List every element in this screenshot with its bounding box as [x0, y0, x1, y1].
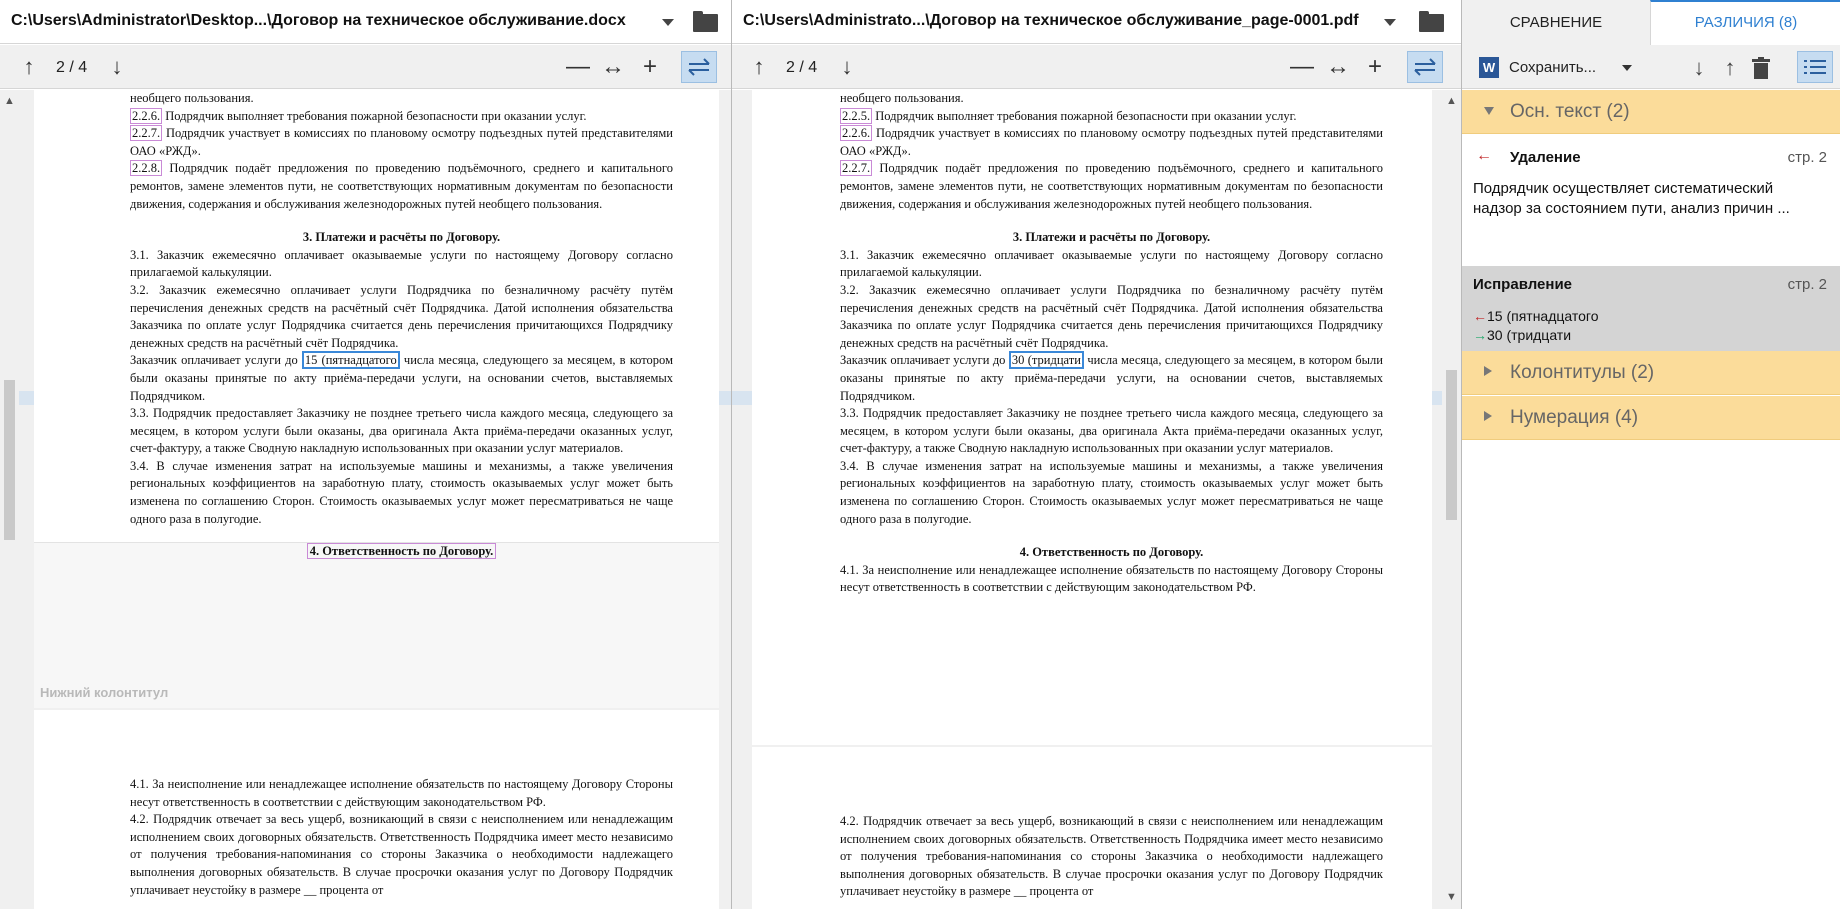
numbering-change-box[interactable]: 2.2.6. [132, 108, 161, 123]
left-page-3 [34, 710, 719, 909]
text-change-box[interactable]: 30 (тридцати [1009, 351, 1084, 369]
left-open-folder-icon[interactable] [693, 11, 718, 32]
right-scrollbar[interactable] [1442, 90, 1461, 909]
left-path-bar [0, 0, 731, 44]
group-label: Нумерация (4) [1510, 407, 1639, 428]
sync-scroll-icon [686, 56, 712, 78]
right-path-dropdown-icon[interactable] [1383, 13, 1397, 31]
section-3-heading: 3. Платежи и расчёты по Договору. [302, 230, 501, 245]
paragraph-2-2-6 [840, 125, 1383, 160]
right-document-pane [731, 0, 1461, 909]
group-numbering[interactable] [1462, 396, 1840, 440]
paragraph-3-3: 3.3. Подрядчик предоставляет Заказчику не позднее третьего числа каждого месяца, следующего за месяцем, в котором услуги были оказаны, два оригинала Акта приёма-передачи оказанных услуг, счет-фактуру, а также Сводную накладную использованных при оказании услуг материалов. [840, 406, 1383, 456]
difference-text: Подрядчик осуществляет систематический надзор за состоянием пути, анализ причин ... [1473, 180, 1790, 217]
numbering-change-box[interactable]: 2.2.7. [842, 161, 871, 176]
deletion-arrow-icon: ← [1473, 308, 1487, 324]
new-value-text: 30 (тридцати [1487, 327, 1572, 343]
left-prev-page-icon[interactable]: ↑ [23, 54, 35, 79]
left-zoom-in-icon[interactable]: + [642, 53, 657, 80]
numbering-change-box[interactable]: 2.2.5. [842, 108, 871, 123]
left-path-dropdown-icon[interactable] [661, 13, 675, 31]
left-file-path[interactable]: C:\Users\Administrator\Desktop...\Договор на техническое обслуживание.docx [11, 12, 626, 29]
difference-page: стр. 2 [1787, 149, 1827, 166]
panel-tabs [1462, 0, 1840, 45]
group-label: Колонтитулы (2) [1510, 362, 1655, 383]
left-nav-toolbar [0, 45, 731, 89]
old-value [1473, 308, 1599, 324]
group-headers-footers[interactable] [1462, 351, 1840, 395]
left-footer-zone [34, 542, 719, 708]
difference-type: Исправление [1473, 276, 1573, 293]
differences-panel [1461, 0, 1840, 909]
tab-comparison[interactable]: СРАВНЕНИЕ [1462, 0, 1650, 45]
paragraph-2-2-7 [840, 160, 1383, 213]
paragraph-4-2: 4.2. Подрядчик отвечает за весь ущерб, возникающий в связи с неисполнением или ненадлежащим исполнением своих договорных обязательств. Ответственность Подрядчика имеет место независимо от получения требования-напоминания со стороны Заказчика о необходимости надлежащего выполнения договорных обязательств. В случае просрочки оказания услуг по Договору Подрядчик уплачивает неустойку в размере __ процента от [840, 814, 1383, 899]
left-page-text [130, 90, 673, 528]
paragraph-text: Подрядчик подаёт предложения по проведению подъёмочного, среднего и капитального ремонтов, замене элементов пути, не соответствующих нормативным документам по безопасности движения, содержания и обслуживания железнодорожных путей необщего пользования. [840, 161, 1383, 211]
paragraph-4-2: 4.2. Подрядчик отвечает за весь ущерб, возникающий в связи с неисполнением или ненадлежащим исполнением своих договорных обязательств. Ответственность Подрядчика имеет место независимо от получения требования-напоминания со стороны Заказчика о необходимости надлежащего выполнения договорных обязательств. В случае просрочки оказания услуг по Договору Подрядчик уплачивает неустойку в размере __ процента от [130, 812, 673, 897]
sync-scroll-icon [1412, 56, 1438, 78]
word-icon[interactable]: W [1479, 57, 1499, 78]
paragraph-text: Заказчик оплачивает услуги до [840, 353, 1009, 368]
save-report-button[interactable]: Сохранить... [1509, 59, 1597, 76]
numbering-change-box[interactable]: 2.2.6. [842, 126, 871, 141]
previous-difference-icon[interactable]: ↑ [1724, 55, 1736, 80]
right-page-3-text [840, 813, 1383, 901]
payment-term-paragraph [130, 352, 673, 405]
delete-icon[interactable] [1752, 57, 1770, 79]
right-fit-width-icon[interactable]: ↔ [1326, 53, 1350, 80]
text-line: необщего пользования. [130, 91, 254, 105]
paragraph-text: Подрядчик подаёт предложения по проведению подъёмочного, среднего и капитального ремонтов, замене элементов пути, не соответствующих нормативным документам по безопасности движения, содержания и обслуживания железнодорожных путей необщего пользования. [130, 161, 673, 211]
section-3-heading: 3. Платежи и расчёты по Договору. [1012, 230, 1211, 245]
paragraph-3-4: 3.4. В случае изменения затрат на используемые машины и механизмы, а также увеличения региональных коэффициентов на заработную плату, стоимость оказываемых услуг может быть изменена по соглашению Сторон. Стоимость оказываемых услуг может пересматриваться не чаще одного раза в полугодие. [130, 458, 673, 526]
next-difference-icon[interactable]: ↓ [1693, 55, 1705, 80]
right-page-3 [752, 747, 1432, 909]
right-page-2 [752, 90, 1432, 745]
footer-label: Нижний колонтитул [40, 685, 169, 700]
expanded-triangle-icon [1484, 107, 1494, 115]
right-zoom-out-icon[interactable]: — [1290, 53, 1314, 80]
payment-term-paragraph [840, 352, 1383, 405]
paragraph-text: числа месяца, следующего за месяцем, в котором были оказаны принятые по акту приёма-передачи услуги, на основании счетов, выставляемых Подрядчиком. [840, 353, 1383, 403]
difference-page: стр. 2 [1787, 276, 1827, 293]
right-page-indicator: 2 / 4 [786, 59, 818, 76]
scroll-up-icon[interactable]: ▲ [1446, 95, 1457, 107]
paragraph-text: Подрядчик выполняет требования пожарной безопасности при оказании услуг. [872, 108, 1297, 123]
left-next-page-icon[interactable]: ↓ [111, 54, 123, 79]
collapsed-triangle-icon [1484, 411, 1492, 421]
list-view-toggle[interactable] [1797, 51, 1833, 83]
paragraph-text: числа месяца, следующего за месяцем, в котором были оказаны принятые по акту приёма-передачи услуги, на основании счетов, выставляемых Подрядчиком. [130, 353, 673, 403]
difference-item-correction[interactable] [1462, 266, 1840, 351]
paragraph-3-3: 3.3. Подрядчик предоставляет Заказчику не позднее третьего числа каждого месяца, следующего за месяцем, в котором услуги были оказаны, два оригинала Акта приёма-передачи оказанных услуг, счет-фактуру, а также Сводную накладную использованных при оказании услуг материалов. [130, 406, 673, 456]
scroll-up-icon[interactable]: ▲ [4, 95, 15, 107]
group-label: Осн. текст (2) [1510, 101, 1630, 122]
left-outer-scroll-thumb[interactable] [4, 380, 15, 540]
insertion-arrow-icon: → [1473, 327, 1487, 343]
right-document-view[interactable] [732, 90, 1461, 909]
right-open-folder-icon[interactable] [1419, 11, 1444, 32]
right-path-bar [732, 0, 1461, 44]
collapsed-triangle-icon [1484, 366, 1492, 376]
paragraph-text: Подрядчик участвует в комиссиях по плановому осмотру подъездных путей представителями ОАО «РЖД». [130, 126, 673, 158]
right-nav-toolbar [732, 45, 1461, 89]
right-page-text [840, 90, 1383, 597]
paragraph-text: Заказчик оплачивает услуги до [130, 353, 302, 368]
paragraph-4-1: 4.1. За неисполнение или ненадлежащее исполнение обязательств по настоящему Договору Стороны несут ответственность в соответствии с действующим законодательством РФ. [840, 562, 1383, 595]
paragraph-text: Подрядчик участвует в комиссиях по плановому осмотру подъездных путей представителями ОАО «РЖД». [840, 126, 1383, 158]
right-zoom-in-icon[interactable]: + [1367, 53, 1382, 80]
left-outer-scrollbar[interactable] [0, 90, 19, 909]
right-sync-scroll-button[interactable] [1407, 51, 1443, 83]
paragraph-3-2: 3.2. Заказчик ежемесячно оплачивает услуги Подрядчика по безналичному расчёту путём перечисления денежных средств на расчётный счёт Подрядчика. Датой исполнения обязательства Заказчика по оплате услуг Подрядчика считается день перечисления причитающихся Подрядчику денежных средств на расчётный счёт Подрядчика. [130, 282, 673, 350]
deletion-arrow-icon: ← [1476, 147, 1492, 164]
right-file-path[interactable]: C:\Users\Administrato...\Договор на техническое обслуживание_page-0001.pdf [743, 12, 1359, 29]
left-page-2 [34, 90, 719, 708]
numbering-change-box[interactable]: 2.2.8. [132, 161, 161, 176]
left-zoom-out-icon[interactable]: — [566, 53, 590, 80]
section-4-heading[interactable]: 4. Ответственность по Договору. [307, 543, 497, 559]
right-next-page-icon[interactable]: ↓ [841, 54, 853, 79]
difference-item-deletion[interactable] [1462, 135, 1840, 266]
left-document-view[interactable] [0, 90, 731, 909]
paragraph-4-1: 4.1. За неисполнение или ненадлежащее исполнение обязательств по настоящему Договору Стороны несут ответственность в соответствии с действующим законодательством РФ. [130, 777, 673, 809]
left-document-pane [0, 0, 731, 909]
section-4-heading: 4. Ответственность по Договору. [1019, 545, 1204, 560]
paragraph-text: Подрядчик выполняет требования пожарной безопасности при оказании услуг. [162, 108, 587, 123]
paragraph-3-1: 3.1. Заказчик ежемесячно оплачивает оказываемые услуги по настоящему Договору согласно прилагаемой калькуляции. [840, 247, 1383, 280]
paragraph-3-1: 3.1. Заказчик ежемесячно оплачивает оказываемые услуги по настоящему Договору согласно прилагаемой калькуляции. [130, 247, 673, 280]
paragraph-2-2-5 [840, 108, 1383, 126]
text-line: необщего пользования. [840, 91, 964, 105]
paragraph-2-2-7 [130, 125, 673, 160]
save-dropdown-icon[interactable] [1622, 65, 1632, 71]
right-prev-page-icon[interactable]: ↑ [753, 54, 765, 79]
numbering-change-box[interactable]: 2.2.7. [132, 126, 161, 141]
tab-differences[interactable]: РАЗЛИЧИЯ (8) [1650, 0, 1840, 45]
paragraph-2-2-8 [130, 160, 673, 213]
left-page-indicator: 2 / 4 [56, 59, 88, 76]
left-page-3-text [130, 776, 673, 899]
text-change-box[interactable]: 15 (пятнадцатого [302, 351, 400, 369]
paragraph-2-2-6 [130, 108, 673, 126]
left-sync-scroll-button[interactable] [681, 51, 717, 83]
group-main-text[interactable] [1462, 90, 1840, 134]
paragraph-3-2: 3.2. Заказчик ежемесячно оплачивает услуги Подрядчика по безналичному расчёту путём перечисления денежных средств на расчётный счёт Подрядчика. Датой исполнения обязательства Заказчика по оплате услуг Подрядчика считается день перечисления причитающихся Подрядчику денежных средств на расчётный счёт Подрядчика. [840, 282, 1383, 350]
differences-toolbar [1462, 45, 1840, 89]
left-fit-width-icon[interactable]: ↔ [601, 53, 625, 80]
paragraph-3-4: 3.4. В случае изменения затрат на используемые машины и механизмы, а также увеличения региональных коэффициентов на заработную плату, стоимость оказываемых услуг может быть изменена по соглашению Сторон. Стоимость оказываемых услуг может пересматриваться не чаще одного раза в полугодие. [840, 458, 1383, 526]
right-scroll-thumb[interactable] [1446, 370, 1457, 520]
new-value [1473, 327, 1571, 343]
scroll-down-icon[interactable]: ▼ [1446, 891, 1457, 903]
difference-type: Удаление [1510, 149, 1581, 166]
old-value-text: 15 (пятнадцатого [1487, 308, 1599, 324]
